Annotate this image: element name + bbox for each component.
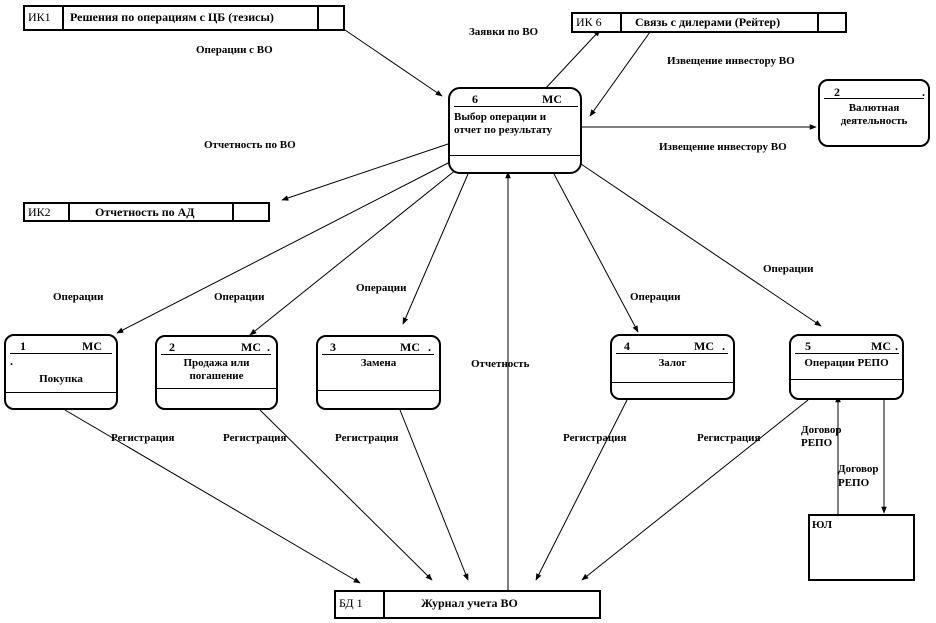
process-ms: МС (400, 340, 420, 354)
process-dot: . (428, 340, 431, 354)
label-registration-1: Регистрация (111, 432, 175, 444)
process-name: Покупка (39, 373, 83, 385)
process-name: Замена (360, 357, 397, 369)
process-number: 2 (169, 340, 175, 354)
process-name: Выбор операции и отчет по результату (454, 111, 553, 136)
label-operations-4: Операции (630, 291, 681, 303)
process-ms: МС (871, 339, 891, 353)
store-title: Решения по операциям с ЦБ (тезисы) (70, 10, 274, 24)
separator (450, 155, 580, 156)
process-number: 6 (472, 92, 478, 106)
store-end-cell (232, 204, 234, 220)
underline (161, 354, 271, 355)
separator (157, 388, 276, 389)
arrow-p4-to-bd1 (536, 400, 627, 580)
store-title: Отчетность по АД (95, 205, 195, 219)
arrow-p6-to-p2 (250, 169, 457, 335)
arrow-p6-to-p1 (117, 162, 450, 333)
label-operations-3: Операции (356, 282, 407, 294)
process-name: Продажа или погашение (183, 357, 250, 382)
process-2 (155, 335, 278, 410)
arrow-p6-to-p3 (403, 174, 468, 324)
label-operations-1: Операции (53, 291, 104, 303)
label-repo-contract-1: Договор РЕПО (801, 424, 842, 449)
store-end-cell (817, 14, 819, 31)
process-ms: МС (82, 339, 102, 353)
underline (10, 353, 112, 354)
arrow-p6-to-ik2 (282, 144, 448, 200)
label-investor-notice-2: Извещение инвестору ВО (659, 141, 787, 153)
underline (824, 98, 924, 99)
label-reporting: Отчетность (471, 358, 530, 370)
arrow-ik1-to-p6 (345, 30, 442, 96)
store-id: ИК2 (25, 204, 70, 220)
arrow-ik6-to-p6 (590, 32, 650, 116)
process-dot: . (10, 354, 13, 368)
underline (322, 354, 434, 355)
underline (454, 106, 578, 107)
store-ik6 (571, 12, 847, 33)
store-id: ИК 6 (573, 14, 622, 31)
process-ms: МС (241, 340, 261, 354)
entity-yul (808, 514, 915, 581)
store-end-cell (317, 7, 319, 29)
label-requests-vo: Заявки по ВО (469, 26, 539, 38)
process-ms: МС (694, 339, 714, 353)
process-5 (789, 334, 904, 400)
separator (318, 390, 439, 391)
label-registration-4: Регистрация (563, 432, 627, 444)
label-operations-vo: Операции с ВО (196, 44, 273, 56)
label-repo-contract-2: Договор РЕПО (838, 463, 879, 489)
separator (6, 392, 116, 393)
process-number: 1 (20, 339, 26, 353)
store-id: ИК1 (25, 7, 64, 29)
process-number: 3 (330, 340, 336, 354)
underline (795, 353, 899, 354)
store-bd1 (334, 590, 601, 619)
process-dot: . (722, 339, 725, 353)
separator (791, 379, 902, 380)
store-title: Журнал учета ВО (421, 596, 518, 610)
arrow-p6-to-ik6 (545, 30, 600, 89)
process-name: Операции РЕПО (804, 357, 889, 369)
process-3 (316, 335, 441, 410)
process-number: 4 (624, 339, 630, 353)
process-name: Валютная деятельность (840, 102, 908, 127)
store-id: БД 1 (336, 592, 385, 617)
arrow-p1-to-bd1 (65, 410, 360, 583)
process-4 (610, 334, 735, 400)
arrow-p3-to-bd1 (400, 410, 468, 580)
separator (612, 382, 733, 383)
label-operations-2: Операции (214, 291, 265, 303)
label-investor-notice-1: Извещение инвестору ВО (667, 55, 795, 67)
label-registration-3: Регистрация (335, 432, 399, 444)
arrow-p6-to-p4 (554, 174, 638, 332)
label-registration-5: Регистрация (697, 432, 761, 444)
process-dot: . (267, 340, 270, 354)
process-dot: . (922, 85, 925, 99)
store-ik2 (23, 202, 270, 222)
store-ik1 (23, 5, 345, 31)
process-2-currency (818, 79, 930, 147)
label-registration-2: Регистрация (223, 432, 287, 444)
underline (616, 353, 728, 354)
process-6 (448, 87, 582, 174)
arrow-p6-to-p5 (578, 162, 821, 326)
process-dot: . (895, 339, 898, 353)
arrow-p5-to-bd1 (582, 400, 808, 580)
process-name: Залог (658, 357, 687, 369)
store-title: Связь с дилерами (Рейтер) (635, 15, 781, 29)
process-ms: МС (542, 92, 562, 106)
label-reporting-vo: Отчетность по ВО (204, 139, 296, 151)
label-operations-5: Операции (763, 263, 814, 275)
entity-name: ЮЛ (812, 519, 833, 531)
process-number: 5 (805, 339, 811, 353)
process-1 (4, 334, 118, 410)
process-number: 2 (834, 85, 840, 99)
